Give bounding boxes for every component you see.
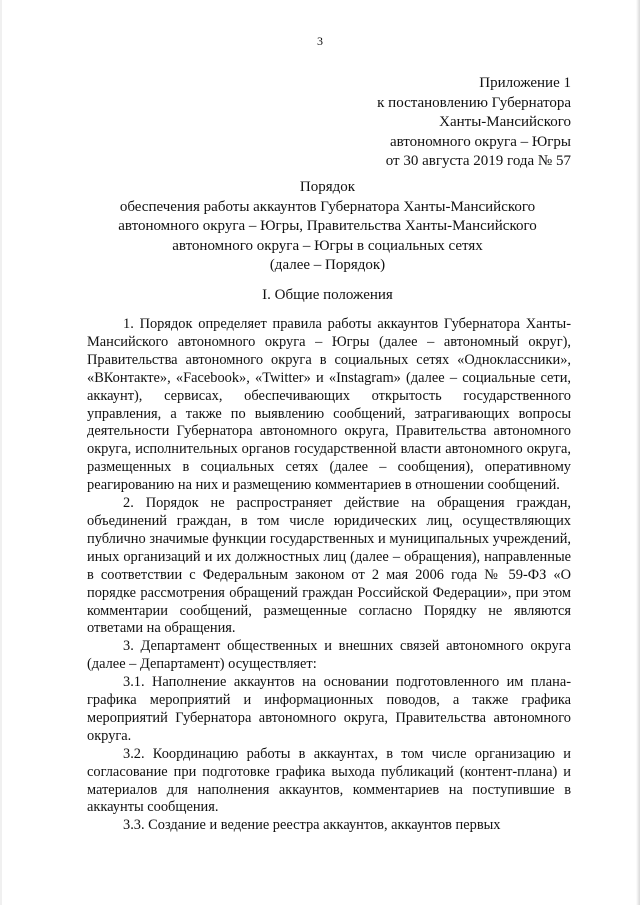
paragraph-2: 2. Порядок не распространяет действие на обращения граждан, объединений граждан, в том числе юридических лиц, осуществляющих публично значимые функции государственных и муниципальных учреждений, иных организаций и их должностных лиц (далее – обращения), направленные в соответствии с Федеральным законом от 2 мая 2006 года № 59-ФЗ «О порядке рассмотрения обращений граждан Российской Федерации», при этом комментарии сообщений, размещенные согласно Порядку не являются ответами на обращения. bbox=[87, 495, 571, 637]
document-title bbox=[100, 178, 555, 276]
appendix-line: от 30 августа 2019 года № 57 bbox=[385, 153, 571, 169]
paragraph-3-2: 3.2. Координацию работы в аккаунтах, в том числе организацию и согласование при подготовке графика выхода публикаций (контент-плана) и материалов для наполнения аккаунтов, комментариев на поступившие в аккаунты сообщения. bbox=[87, 745, 571, 816]
section-heading: I. Общие положения bbox=[262, 287, 393, 303]
paragraph-3: 3. Департамент общественных и внешних связей автономного округа (далее – Департамент) осуществляет: bbox=[87, 638, 571, 673]
scan-edge-right bbox=[636, 0, 640, 905]
scan-edge-left bbox=[0, 0, 2, 905]
title-line: обеспечения работы аккаунтов Губернатора Ханты-Мансийского bbox=[119, 198, 536, 215]
appendix-block bbox=[311, 74, 571, 172]
title-line: автономного округа – Югры, Правительства Ханты-Мансийского bbox=[118, 218, 537, 234]
page-number: 3 bbox=[317, 34, 323, 48]
appendix-line: автономного округа – Югры bbox=[389, 133, 571, 150]
paragraph-3-1: 3.1. Наполнение аккаунтов на основании подготовленного им плана-графика мероприятий и информационных поводов, а также графика мероприятий Губернатора автономного округа, Правительства автономного округа. bbox=[87, 674, 571, 744]
body-text bbox=[87, 316, 571, 835]
paragraph-3-3: 3.3. Создание и ведение реестра аккаунтов, аккаунтов первых bbox=[123, 817, 501, 834]
appendix-line: Приложение 1 bbox=[479, 75, 571, 91]
appendix-line: Ханты-Мансийского bbox=[439, 114, 571, 130]
title-line: автономного округа – Югры в социальных сетях bbox=[172, 237, 483, 254]
paragraph-1: 1. Порядок определяет правила работы аккаунтов Губернатора Ханты-Мансийского автономного округа – Югры (далее – автономный округ), Правительства автономного округа в социальных сетях «Одноклассники», «ВКонтакте», «Facebook», «Twitter» и «Instagram» (далее – социальные сети, аккаунт), сервисах, обеспечивающих открытость государственного управления, а также по выявлению сообщений, затрагивающих вопросы деятельности Губернатора автономного округа, Правительства автономного округа, исполнительных органов государственной власти автономного округа, размещенных в социальных сетях (далее – сообщения), оперативному реагированию на них и размещению комментариев в отношении сообщений. bbox=[87, 316, 571, 494]
title-line: Порядок bbox=[299, 179, 356, 195]
appendix-line: к постановлению Губернатора bbox=[377, 94, 571, 111]
title-line: (далее – Порядок) bbox=[269, 257, 386, 273]
